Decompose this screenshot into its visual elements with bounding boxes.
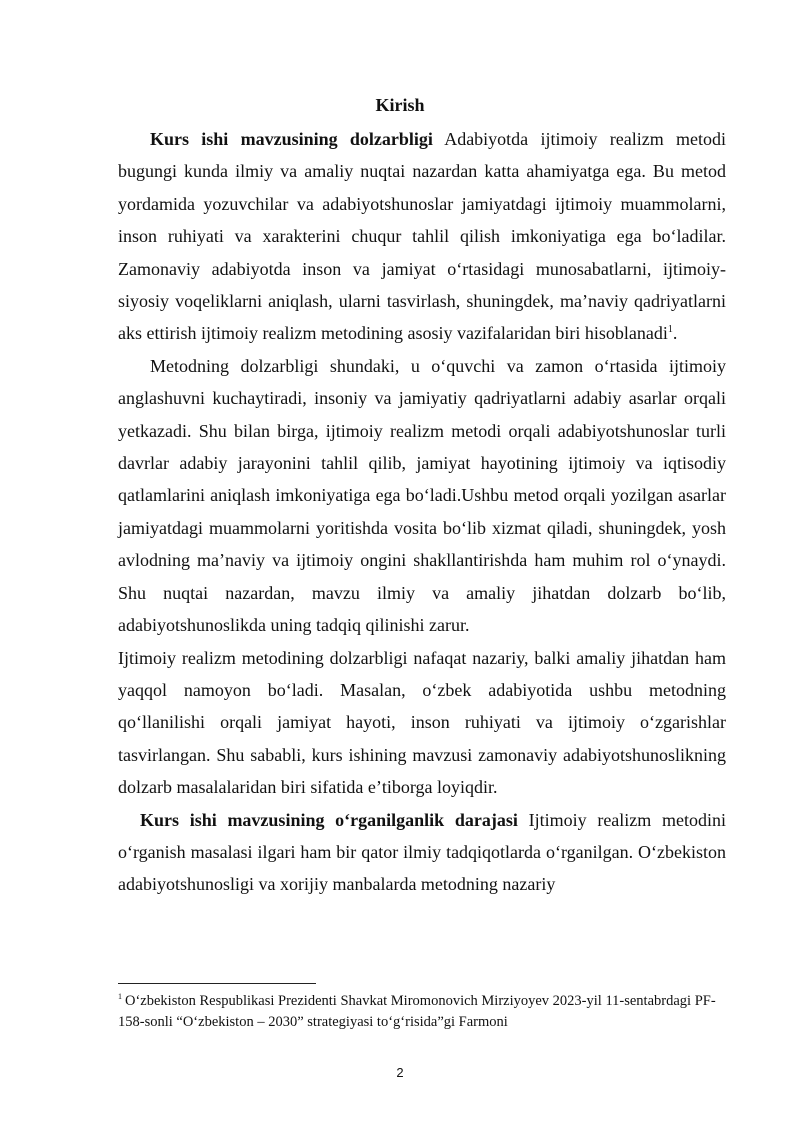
paragraph-practical-relevance: Ijtimoiy realizm metodining dolzarbligi nafaqat nazariy, balki amaliy jihatdan ham yaqqol namoyon boʻladi. Masalan, oʻzbek adabiyotida ushbu metodning qoʻllanilishi orqali jamiyat hayoti, inson ruhiyati va ijtimoiy oʻzgarishlar tasvirlangan. Shu sababli, kurs ishining mavzusi zamonaviy adabiyotshunoslikning dolzarb masalalaridan biri sifatida eʼtiborga loyiqdir. xyxy=(118,647,726,798)
paragraph-text: Adabiyotda ijtimoiy realizm metodi bugungi kunda ilmiy va amaliy nuqtai nazardan katta ahamiyatga ega. Bu metod yordamida yozuvchilar va adabiyotshunoslar jamiyatdagi ijtimoiy muammolarni, inson ruhiyati va xarakterini chuqur tahlil qilish imkoniyatiga ega boʻladilar. Zamonaviy adabiyotda inson va jamiyat oʻrtasidagi munosabatlarni, ijtimoiy-siyosiy voqeliklarni aniqlash, ularni tasvirlash, shuningdek, maʼnaviy qadriyatlarni aks ettirish ijtimoiy realizm metodining asosiy vazifalaridan biri hisoblanadi xyxy=(118,129,726,344)
paragraph-relevance xyxy=(118,123,726,350)
paragraph-text-end: . xyxy=(672,323,678,344)
footnote xyxy=(118,991,726,1033)
paragraph-heading: Kurs ishi mavzusining oʻrganilganlik darajasi xyxy=(140,809,518,830)
document-body xyxy=(118,123,726,901)
footnote-reference[interactable]: 1 xyxy=(667,324,673,336)
paragraph-text: Ijtimoiy realizm metodini oʻrganish masalasi ilgari ham bir qator ilmiy tadqiqotlarda oʻrganilgan. Oʻzbekiston adabiyotshunosligi va xorijiy manbalarda metodning nazariy xyxy=(118,809,726,895)
section-title: Kirish xyxy=(375,95,425,115)
paragraph-heading: Kurs ishi mavzusining dolzarbligi xyxy=(150,129,433,149)
paragraph-study-level xyxy=(118,804,726,901)
footnote-mark: 1 xyxy=(118,992,122,1002)
footnote-separator xyxy=(118,983,316,984)
paragraph-method-relevance: Metodning dolzarbligi shundaki, u oʻquvchi va zamon oʻrtasida ijtimoiy anglashuvni kuchaytiradi, insoniy va jamiyatiy qadriyatlarni adabiy asarlar orqali yetkazadi. Shu bilan birga, ijtimoiy realizm metodi orqali adabiyotshunoslar turli davrlar adabiy jarayonini tahlil qilib, jamiyat hayotining ijtimoiy va iqtisodiy qatlamlarini aniqlash imkoniyatiga ega boʻladi.Ushbu metod orqali yozilgan asarlar jamiyatdagi muammolarni yoritishda vosita boʻlib xizmat qiladi, shuningdek, yosh avlodning maʼnaviy va ijtimoiy ongini shakllantirishda ham muhim rol oʻynaydi. Shu nuqtai nazardan, mavzu ilmiy va amaliy jihatdan dolzarb boʻlib, adabiyotshunoslikda uning tadqiq qilinishi zarur. xyxy=(118,355,726,636)
footnote-text: Oʻzbekiston Respublikasi Prezidenti Shavkat Miromonovich Mirziyoyev 2023-yil 11-sentabrdagi PF-158-sonli “Oʻzbekiston – 2030” strategiyasi toʻgʻrisida”gi Farmoni xyxy=(118,993,716,1030)
page-number: 2 xyxy=(396,1065,404,1080)
